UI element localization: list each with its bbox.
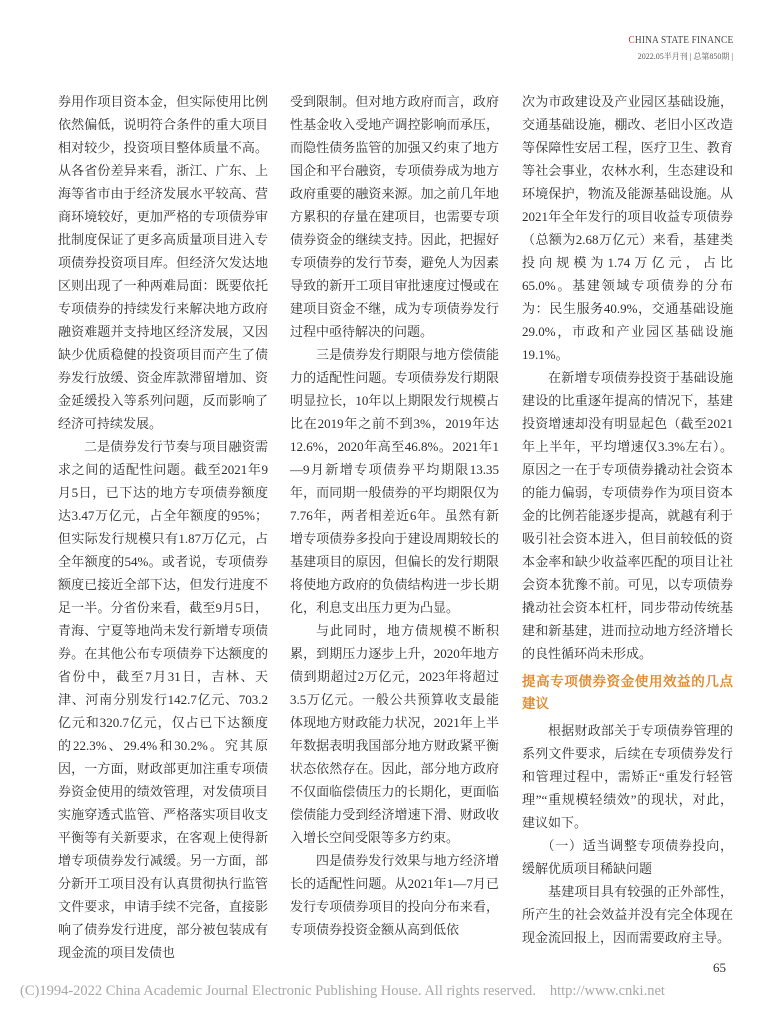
paragraph: 二是债券发行节奏与项目融资需求之间的适配性问题。截至2021年9月5日，已下达的地方专项债券额度达3.47万亿元，占全年额度的95%；但实际发行规模只有1.87万亿元，占全年额度的54%。或者说，专项债券额度已接近全部下达，但发行进度不足一半。分省份来看，截至9月5日，青海、宁夏等地尚未发行新增专项债券。在其他公布专项债券下达额度的省份中，截至7月31日，吉林、天津、河南分别发行142.7亿元、703.2亿元和320.7亿元，仅占已下达额度的22.3%、29.4%和30.2%。究其原因，一方面，财政部更加注重专项债券资金使用的绩效管理，对发债项目实施穿透式监管、严格落实项目收支平衡等有关新要求，在客观上使得新增专项债券发行减缓。另一方面，部分新开工项目没有认真贯彻执行监管文件要求，申请手续不完备，直接影响了债券发行进度，部分被包装成有现金流的项目发债也 [58, 439, 268, 960]
paragraph: 在新增专项债券投资于基础设施建设的比重逐年提高的情况下，基建投资增速却没有明显起色（截至2021年上半年，平均增速仅3.3%左右）。原因之一在于专项债券撬动社会资本的能力偏弱，专项债券作为项目资本金的比例若能逐步提高，就越有利于吸引社会资本进入，但目前较低的资本金率和缺少收益率匹配的项目让社会资本犹豫不前。可见，以专项债券撬动社会资本杠杆，同步带动传统基建和新基建，进而拉动地方经济增长的良性循环尚未形成。 [522, 370, 733, 661]
paragraph: 券用作项目资本金，但实际使用比例依然偏低，说明符合条件的重大项目相对较少，投资项目整体质量不高。从各省份差异来看，浙江、广东、上海等省市由于经济发展水平较高、营商环境较好，更加严格的专项债券审批制度保证了更多高质量项目进入专项债券投资项目库。但经济欠发达地区则出现了一种两难局面：既要依托专项债券的持续发行来解决地方政府融资难题并支持地区经济发展，又因缺少优质稳健的投资项目而产生了债券发行放缓、资金库款滞留增加、资金延缓投入等系列问题，反而影响了经济可持续发展。 [58, 94, 268, 431]
paragraph: 三是债券发行期限与地方偿债能力的适配性问题。专项债券发行期限明显拉长，10年以上期限发行规模占比在2019年之前不到3%，2019年达12.6%，2020年高至46.8%。2021年1—9月新增专项债券平均期限13.35年，而同期一般债券的平均期限仅为7.76年，两者相差近6年。虽然有新增专项债券多投向于建设周期较长的基建项目的原因，但偏长的发行期限将使地方政府的负债结构进一步长期化，利息支出压力更为凸显。 [290, 347, 499, 615]
paragraph: 次为市政建设及产业园区基础设施，交通基础设施，棚改、老旧小区改造等保障性安居工程，医疗卫生、教育等社会事业，农林水利，生态建设和环境保护，物流及能源基础设施。从2021年全年发行的项目收益专项债券（总额为2.68万亿元）来看，基建类投向规模为1.74万亿元，占比65.0%。基建领域专项债券的分布为：民生服务40.9%，交通基础设施29.0%，市政和产业园区基础设施19.1%。 [522, 94, 733, 362]
text-column-1 [58, 90, 268, 964]
journal-issue: 2022.05半月刊 | 总第850期 | [637, 52, 733, 61]
page-number: 65 [713, 960, 726, 975]
subsection-heading: （一）适当调整专项债券投向，缓解优质项目稀缺问题 [522, 838, 733, 876]
journal-title-initial: C [628, 34, 635, 46]
paragraph: 受到限制。但对地方政府而言，政府性基金收入受地产调控影响而承压，而隐性债务监管的加强又约束了地方国企和平台融资，专项债券成为地方政府重要的融资来源。加之前几年地方累积的存量在建项目，也需要专项债券资金的继续支持。因此，把握好专项债券的发行节奏，避免人为因素导致的新开工项目审批速度过慢或在建项目资金不继，成为专项债券发行过程中亟待解决的问题。 [290, 94, 499, 339]
copyright-text: (C)1994-2022 China Academic Journal Electronic Publishing House. All rights reserved. [20, 983, 536, 999]
journal-title [628, 34, 733, 47]
footer-url: http://www.cnki.net [549, 983, 665, 999]
paragraph: 基建项目具有较强的正外部性，所产生的社会效益并没有完全体现在现金流回报上，因而需要政府主导。 [522, 884, 733, 945]
text-column-2 [290, 90, 499, 941]
copyright-footer [20, 983, 665, 1000]
section-heading: 提高专项债券资金使用效益的几点建议 [522, 674, 733, 712]
paragraph: 与此同时，地方债规模不断积累，到期压力逐步上升，2020年地方债到期超过2万亿元，2023年将超过3.5万亿元。一般公共预算收支最能体现地方财政能力状况，2021年上半年数据表明我国部分地方财政紧平衡状态依然存在。因此，部分地方政府不仅面临偿债压力的长期化，更面临偿债能力受到经济增速下滑、财政收入增长空间受限等多方约束。 [290, 623, 499, 845]
journal-title-rest: HINA STATE FINANCE [634, 34, 733, 46]
paragraph: 根据财政部关于专项债券管理的系列文件要求，后续在专项债券发行和管理过程中，需矫正“重发行轻管理”“重规模轻绩效”的现状，对此，建议如下。 [522, 723, 733, 830]
paragraph: 四是债券发行效果与地方经济增长的适配性问题。从2021年1—7月已发行专项债券项目的投向分布来看，专项债券投资金额从高到低依 [290, 853, 499, 937]
text-column-3 [522, 90, 733, 949]
